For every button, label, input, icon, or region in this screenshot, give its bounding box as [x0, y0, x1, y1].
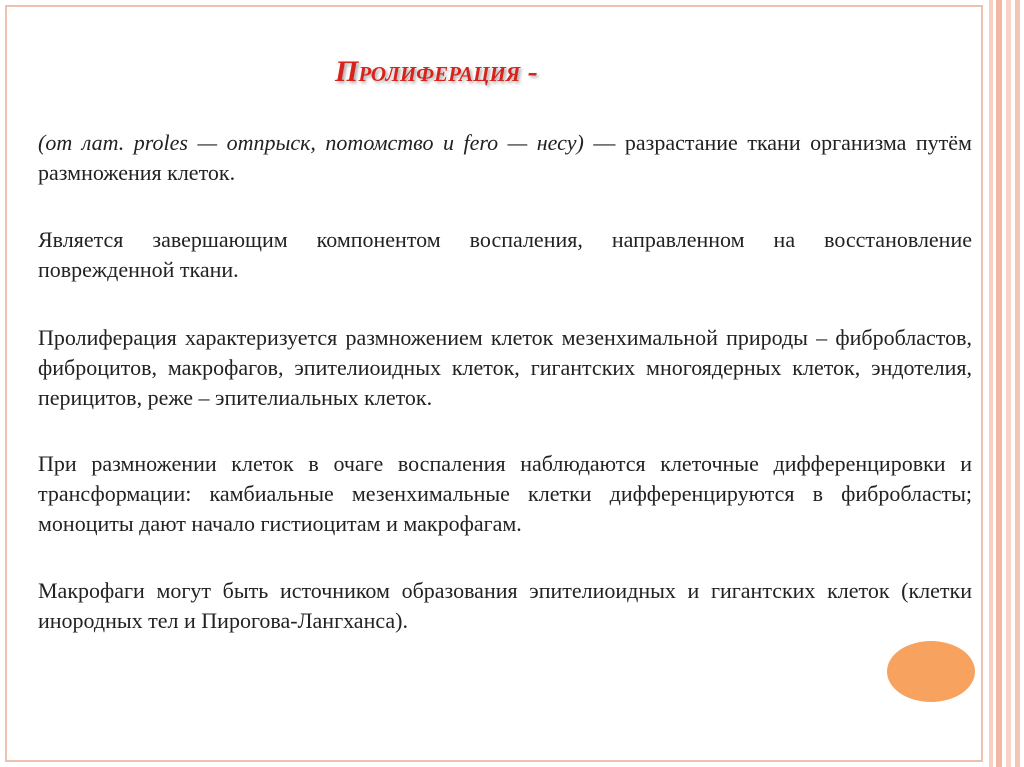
- orange-circle-decoration: [887, 641, 975, 702]
- paragraph-differentiation: При размножении клеток в очаге воспаления наблюдаются клеточные дифференцировки и трансформации: камбиальные мезенхимальные клетки дифференцируются в фибробласты; моноциты дают начало гистиоцитам и макрофагам.: [38, 451, 972, 536]
- decorative-stripes: [984, 0, 1024, 767]
- etymology-text: (от лат. proles — отпрыск, потомство и fero — несу): [38, 130, 584, 155]
- slide-title: Пролиферация -: [335, 55, 538, 88]
- paragraph-definition: [38, 128, 972, 188]
- paragraph-role: Является завершающим компонентом воспаления, направленном на восстановление поврежденной ткани.: [38, 227, 972, 282]
- paragraph-cells: Пролиферация характеризуется размножением клеток мезенхимальной природы – фибробластов, фиброцитов, макрофагов, эпителиоидных клеток, гигантских многоядерных клеток, эндотелия, перицитов, реже – эпителиальных клеток.: [38, 325, 972, 410]
- definition-text: — разрастание ткани организма путём размножения клеток.: [38, 130, 972, 185]
- slide-body: [38, 128, 972, 669]
- paragraph-macrophages: Макрофаги могут быть источником образования эпителиоидных и гигантских клеток (клетки инородных тел и Пирогова-Лангханса).: [38, 578, 972, 633]
